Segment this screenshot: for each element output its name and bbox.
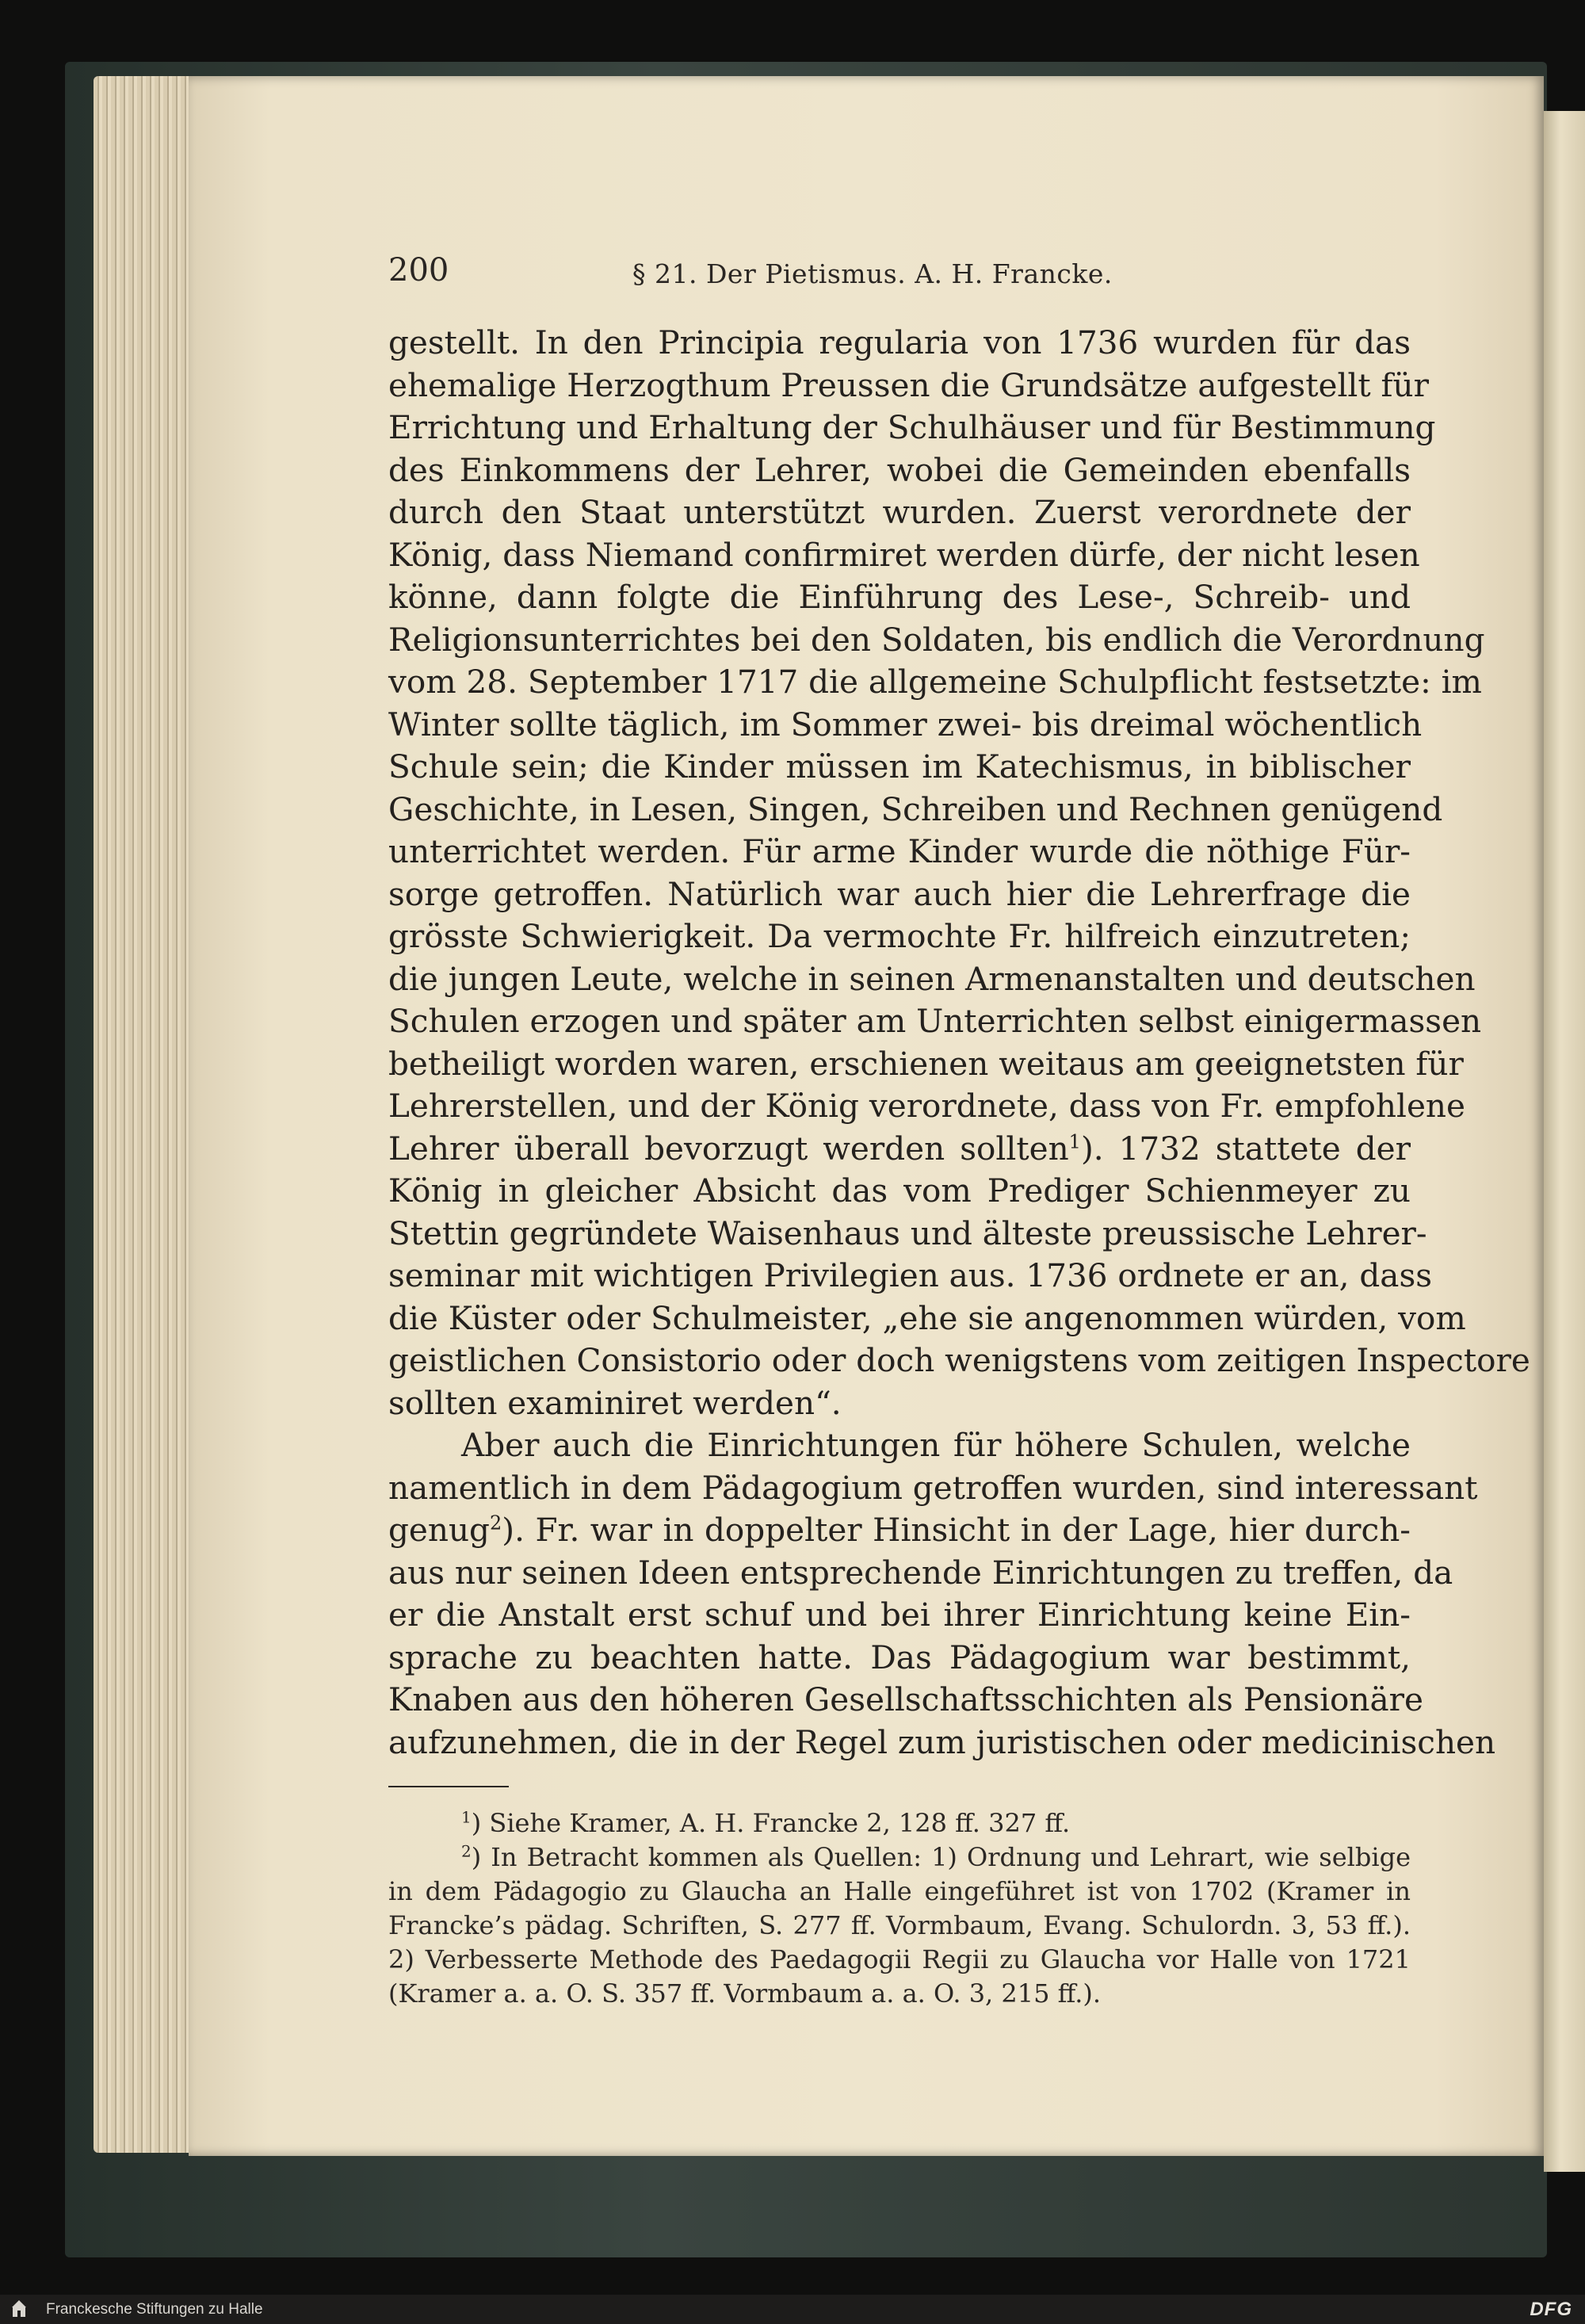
footnote-text: ) Siehe Kramer, A. H. Francke 2, 128 ff. 327 ff.: [471, 1808, 1071, 1838]
footnote-mark: 1: [461, 1807, 472, 1827]
text-line: gestellt. In den Principia regularia von 1736 wurden für das: [388, 323, 1411, 361]
text-line: Religionsunterrichtes bei den Soldaten, bis endlich die Verordnung: [388, 620, 1485, 659]
text-segment: genug: [388, 1511, 490, 1549]
text-line: könne, dann folgte die Einführung des Lese-, Schreib- und: [388, 578, 1411, 616]
footnote-mark: 2: [461, 1841, 472, 1861]
footnote-2: [388, 1840, 1411, 1875]
text-segment: Lehrer überall bevorzugt werden sollten: [388, 1129, 1069, 1168]
text-line-with-footnote-ref: [388, 1509, 1411, 1552]
text-line: des Einkommens der Lehrer, wobei die Gemeinden ebenfalls: [388, 450, 1411, 489]
institution-name[interactable]: Franckesche Stiftungen zu Halle: [46, 2301, 263, 2318]
running-title: § 21. Der Pietismus. A. H. Francke.: [632, 258, 1113, 289]
text-line: namentlich in dem Pädagogium getroffen wurden, sind interessant: [388, 1468, 1478, 1507]
text-line: Errichtung und Erhaltung der Schulhäuser und für Bestimmung: [388, 408, 1436, 446]
footnote-line: Francke’s pädag. Schriften, S. 277 ff. Vormbaum, Evang. Schulordn. 3, 53 ff.).: [388, 1910, 1411, 1940]
text-line: Geschichte, in Lesen, Singen, Schreiben und Rechnen genügend: [388, 789, 1443, 828]
text-line: Schulen erzogen und später am Unterrichten selbst einigermassen: [388, 1002, 1482, 1040]
text-line: Winter sollte täglich, im Sommer zwei- bis dreimal wöchentlich: [388, 705, 1423, 743]
body-text: [388, 322, 1530, 1764]
text-line: ehemalige Herzogthum Preussen die Grundsätze aufgestellt für: [388, 365, 1429, 404]
text-line: Knaben aus den höheren Gesellschaftsschichten als Pensionäre: [388, 1680, 1423, 1718]
footnote-line: 2) Verbesserte Methode des Paedagogii Regii zu Glaucha vor Halle von 1721: [388, 1944, 1411, 1974]
text-segment: ). 1732 stattete der: [1080, 1129, 1411, 1168]
text-line: durch den Staat unterstützt wurden. Zuerst verordnete der: [388, 493, 1411, 531]
running-head: [388, 252, 1419, 293]
text-line: unterrichtet werden. Für arme Kinder wurde die nöthige Für-: [388, 832, 1411, 870]
text-line: aus nur seinen Ideen entsprechende Einrichtungen zu treffen, da: [388, 1553, 1453, 1592]
footnote-ref-2[interactable]: 2: [490, 1512, 502, 1535]
text-line: Stettin gegründete Waisenhaus und älteste preussische Lehrer-: [388, 1214, 1427, 1252]
paragraph-start-line: Aber auch die Einrichtungen für höhere Schulen, welche: [461, 1426, 1411, 1464]
footnote-text: ) In Betracht kommen als Quellen: 1) Ordnung und Lehrart, wie selbige: [471, 1842, 1411, 1872]
text-line: sprache zu beachten hatte. Das Pädagogium war bestimmt,: [388, 1638, 1411, 1676]
footnote-ref-1[interactable]: 1: [1068, 1130, 1081, 1152]
footnote-line: (Kramer a. a. O. S. 357 ff. Vormbaum a. a. O. 3, 215 ff.).: [388, 1978, 1102, 2009]
text-line-with-footnote-ref: [388, 1128, 1411, 1171]
text-segment: ). Fr. war in doppelter Hinsicht in der Lage, hier durch-: [502, 1511, 1411, 1549]
text-line: Schule sein; die Kinder müssen im Katechismus, in biblischer: [388, 747, 1411, 785]
text-line: seminar mit wichtigen Privilegien aus. 1736 ordnete er an, dass: [388, 1256, 1433, 1294]
text-line: König in gleicher Absicht das vom Prediger Schienmeyer zu: [388, 1172, 1411, 1210]
text-line: Lehrerstellen, und der König verordnete, dass von Fr. empfohlene: [388, 1087, 1465, 1125]
footnote-rule: [388, 1786, 509, 1787]
footnotes: [388, 1806, 1411, 2011]
footnote-line: in dem Pädagogio zu Glaucha an Halle eingeführet ist von 1702 (Kramer in: [388, 1876, 1411, 1906]
page-number: 200: [388, 252, 449, 289]
page-edges: [94, 76, 203, 2153]
text-line: König, dass Niemand confirmiret werden dürfe, der nicht lesen: [388, 535, 1420, 574]
text-line: die Küster oder Schulmeister, „ehe sie angenommen würden, vom: [388, 1298, 1466, 1337]
text-line: geistlichen Consistorio oder doch wenigstens vom zeitigen Inspectore: [388, 1341, 1530, 1379]
text-line-paragraph-end: sollten examiniret werden“.: [388, 1383, 842, 1422]
text-line: betheiligt worden waren, erschienen weitaus am geeignetsten für: [388, 1044, 1464, 1083]
text-line: er die Anstalt erst schuf und bei ihrer Einrichtung keine Ein-: [388, 1596, 1411, 1634]
text-line: vom 28. September 1717 die allgemeine Schulpflicht festsetzte: im: [388, 663, 1482, 701]
text-line: sorge getroffen. Natürlich war auch hier die Lehrerfrage die: [388, 874, 1411, 913]
next-page-edge: [1544, 111, 1585, 2172]
dfg-logo[interactable]: DFG: [1530, 2299, 1572, 2320]
footnote-1: [388, 1806, 1411, 1840]
text-line: aufzunehmen, die in der Regel zum juristischen oder medicinischen: [388, 1722, 1496, 1761]
text-line: die jungen Leute, welche in seinen Armenanstalten und deutschen: [388, 959, 1476, 998]
viewer-footer-bar: [0, 2295, 1585, 2324]
text-line: grösste Schwierigkeit. Da vermochte Fr. hilfreich einzutreten;: [388, 917, 1411, 955]
institution-logo-icon[interactable]: [11, 2299, 27, 2318]
